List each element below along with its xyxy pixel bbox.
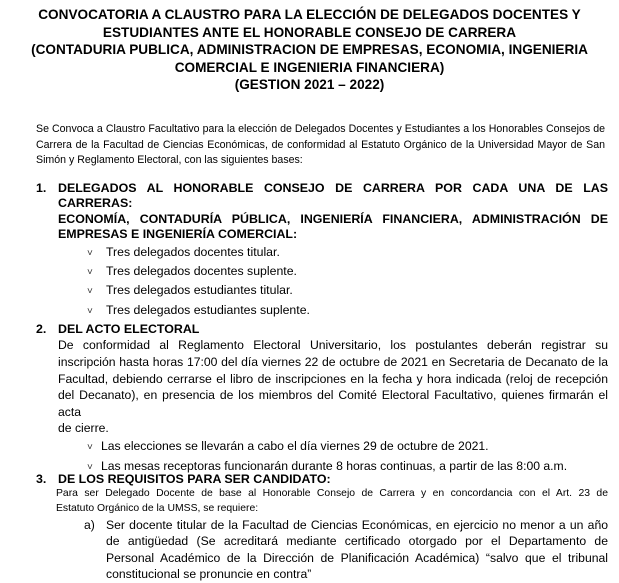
document-title xyxy=(0,6,619,94)
list-item: ˅ Tres delegados estudiantes suplente. xyxy=(36,301,608,320)
body-line: de cierre. xyxy=(58,421,109,436)
section-title-line: ECONOMÍA, CONTADURÍA PÚBLICA, INGENIERÍA FINANCIERA, ADMINISTRACIÓN DE xyxy=(58,211,608,226)
body-line: del Decanato), en presencia de los miembros del Comité Electoral Facultativo, quienes firmarán el acta xyxy=(58,388,608,419)
list-item: ˅ Las mesas receptoras funcionarán durante 8 horas continuas, a partir de las 8:00 a.m. xyxy=(36,457,608,477)
title-line: COMERCIAL E INGENIERIA FINANCIERA) xyxy=(174,59,445,75)
title-line: ESTUDIANTES ANTE EL HONORABLE CONSEJO DE CARRERA xyxy=(102,24,517,40)
body-line: Ser docente titular de la Facultad de Ciencias Económicas, en ejercicio no menor a un año xyxy=(106,518,608,532)
body-line: constitucional se pronuncie en contra” xyxy=(106,567,312,582)
requirement-item xyxy=(84,517,608,583)
body-line: Personal Académico de la Dirección de Planificación Académica) “salvo que el tribunal xyxy=(106,550,608,565)
check-bullet-icon: ˅ xyxy=(87,461,93,473)
list-item: ˅ Tres delegados estudiantes titular. xyxy=(36,281,608,300)
bullet-icon: ˅ xyxy=(87,305,93,317)
list-item: ˅ Las elecciones se llevarán a cabo el día viernes 29 de octubre de 2021. xyxy=(36,437,608,457)
section-title-line: EMPRESAS E INGENIERÍA COMERCIAL: xyxy=(58,227,298,242)
intro-line: Carrera de la Facultad de Ciencias Económicas, de conformidad al Estatuto Orgánico de la Universidad Mayor de San xyxy=(36,138,605,151)
section-heading xyxy=(36,472,608,487)
intro-line: Simón y Reglamento Electoral, con las siguientes bases: xyxy=(36,154,303,167)
title-line: CONVOCATORIA A CLAUSTRO PARA LA ELECCIÓN DE DELEGADOS DOCENTES Y xyxy=(38,7,581,22)
list-item: ˅ Tres delegados docentes titular. xyxy=(36,243,608,262)
body-line: Facultad, debiendo cerrarse el libro de inscripciones en la fecha y hora indicada (reloj de recepción xyxy=(58,371,608,386)
section-3 xyxy=(36,472,608,583)
intro-line: Se Convoca a Claustro Facultativo para la elección de Delegados Docentes y Estudiantes a los Honorables Consejos de xyxy=(36,123,605,135)
body-line: Estatuto Orgánico de la UMSS, se requiere: xyxy=(56,503,259,515)
item-text xyxy=(106,517,608,583)
section-intro xyxy=(56,487,608,517)
bullet-icon: ˅ xyxy=(87,286,93,298)
election-details-list xyxy=(36,437,608,476)
section-number: 3. xyxy=(36,472,47,486)
list-item: ˅ Tres delegados docentes suplente. xyxy=(36,262,608,281)
section-heading xyxy=(36,181,608,243)
body-line: inscripción hasta horas 17:00 del día viernes 22 de octubre de 2021 en Secretaria de Decanato de la xyxy=(58,355,608,369)
bullet-icon: ˅ xyxy=(87,247,93,259)
body-line: Para ser Delegado Docente de base al Honorable Consejo de Carrera y en concordancia con el Art. 23 de xyxy=(56,488,608,500)
item-label: a) xyxy=(84,518,95,532)
section-number: 2. xyxy=(36,322,47,336)
section-body xyxy=(58,337,608,437)
intro-paragraph xyxy=(36,122,605,169)
section-title: DE LOS REQUISITOS PARA SER CANDIDATO: xyxy=(58,472,331,486)
section-number: 1. xyxy=(36,181,47,195)
section-title: DEL ACTO ELECTORAL xyxy=(58,322,200,336)
section-2 xyxy=(36,322,608,476)
title-line: (GESTION 2021 – 2022) xyxy=(234,77,385,93)
section-1 xyxy=(36,181,608,320)
body-line: De conformidad al Reglamento Electoral Universitario, los postulantes deberán registrar su xyxy=(58,338,608,353)
body-line: de antigüedad (Se acreditará mediante certificado otorgado por el Departamento de xyxy=(106,534,608,549)
title-line: (CONTADURIA PUBLICA, ADMINISTRACION DE EMPRESAS, ECONOMIA, INGENIERIA xyxy=(31,42,588,58)
section-heading xyxy=(36,322,608,337)
section-title xyxy=(58,181,608,243)
check-bullet-icon: ˅ xyxy=(87,441,93,453)
bullet-icon: ˅ xyxy=(87,266,93,278)
section-title-line: DELEGADOS AL HONORABLE CONSEJO DE CARRERA POR CADA UNA DE LAS CARRERAS: xyxy=(58,181,608,211)
delegates-list xyxy=(36,243,608,320)
